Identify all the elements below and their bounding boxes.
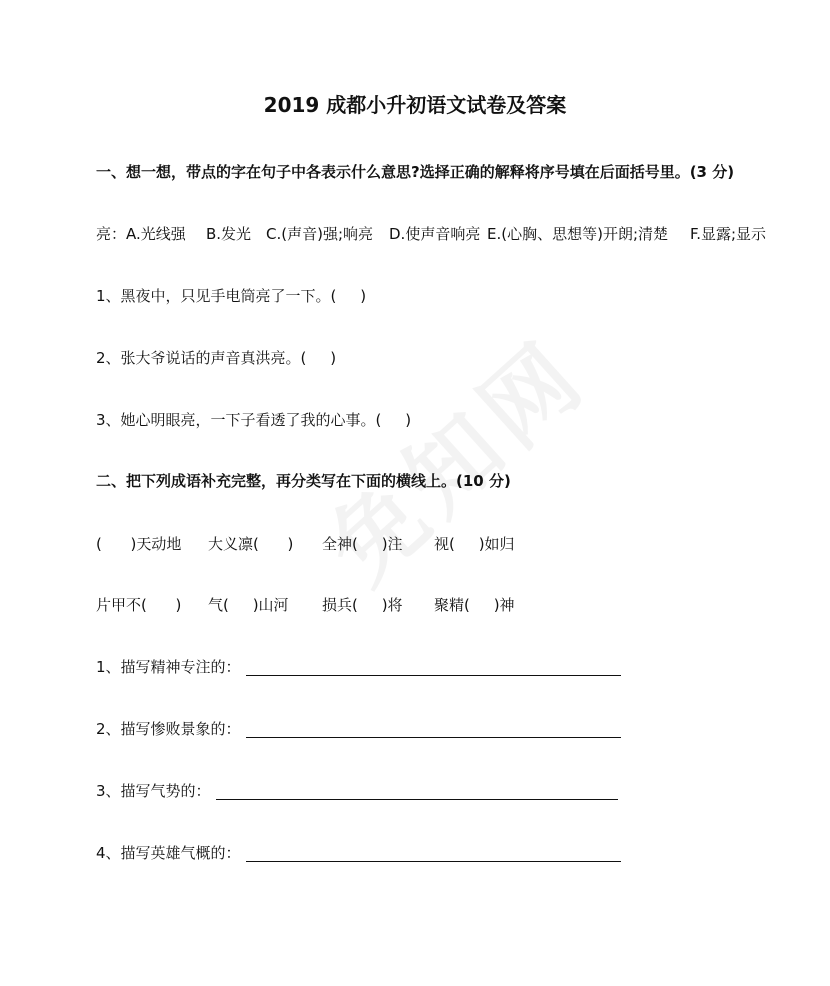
idiom-item: ( )天动地 (96, 535, 182, 553)
question-2: 2、张大爷说话的声音真洪亮。( ) (96, 349, 337, 367)
idiom-item: 聚精( )神 (434, 596, 515, 614)
answer-line-3[interactable] (216, 799, 618, 800)
option-d: D.使声音响亮 (389, 225, 481, 243)
watermark (295, 305, 611, 608)
idiom-row-1 (0, 534, 830, 554)
section2-heading: 二、把下列成语补充完整，再分类写在下面的横线上。(10 分) (96, 472, 511, 490)
prompt-defeat: 2、描写惨败景象的： (96, 720, 241, 738)
idiom-row-2 (0, 595, 830, 615)
option-c: C.(声音)强;响亮 (266, 225, 374, 243)
question-1: 1、黑夜中，只见手电筒亮了一下。( ) (96, 287, 367, 305)
option-a: 亮：A.光线强 (96, 225, 186, 243)
prompt-focused: 1、描写精神专注的： (96, 658, 241, 676)
answer-line-2[interactable] (246, 737, 621, 738)
answer-line-4[interactable] (246, 861, 621, 862)
page-title: 2019 成都小升初语文试卷及答案 (263, 93, 567, 117)
idiom-item: 视( )如归 (434, 535, 515, 553)
idiom-item: 大义凛( ) (208, 535, 294, 553)
option-f: F.显露;显示 (690, 225, 767, 243)
question-3: 3、她心明眼亮，一下子看透了我的心事。( ) (96, 411, 412, 429)
idiom-item: 片甲不( ) (96, 596, 182, 614)
option-e: E.(心胸、思想等)开朗;清楚 (487, 225, 669, 243)
section1-heading: 一、想一想，带点的字在句子中各表示什么意思?选择正确的解释将序号填在后面括号里。(3 分) (96, 163, 735, 181)
answer-line-1[interactable] (246, 675, 621, 676)
idiom-item: 损兵( )将 (322, 596, 403, 614)
prompt-momentum: 3、描写气势的： (96, 782, 211, 800)
prompt-heroic: 4、描写英雄气概的： (96, 844, 241, 862)
idiom-item: 气( )山河 (208, 596, 289, 614)
idiom-item: 全神( )注 (322, 535, 403, 553)
option-b: B.发光 (206, 225, 252, 243)
options-line (0, 224, 830, 244)
